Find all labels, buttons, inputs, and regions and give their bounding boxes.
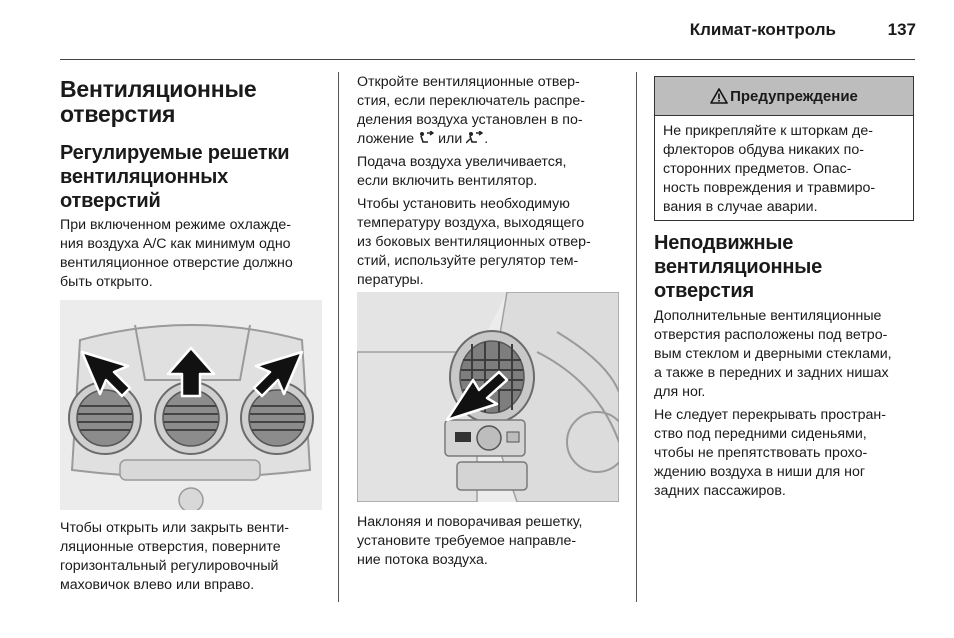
text-line: ние потока воздуха. xyxy=(357,552,488,568)
text-line: отверстия расположены под ветро- xyxy=(654,327,888,343)
paragraph-open-vents xyxy=(357,73,627,149)
text-line: вания в случае аварии. xyxy=(663,199,818,215)
text-line: для ног. xyxy=(654,384,706,400)
control-panel xyxy=(445,420,527,490)
paragraph-additional-vents xyxy=(654,307,916,402)
text-fragment: или xyxy=(438,131,463,147)
warning-triangle-icon xyxy=(710,88,728,104)
paragraph-temperature xyxy=(357,195,627,290)
text-fragment: ложение xyxy=(357,131,415,147)
section-title: Климат-контроль xyxy=(689,20,836,39)
side-vent-drawing xyxy=(357,292,619,502)
text-line: если включить вентилятор. xyxy=(357,173,538,189)
text-line: установите требуемое направле- xyxy=(357,533,577,549)
text-line: из боковых вентиляционных отвер- xyxy=(357,234,591,250)
subheading-line: отверстий xyxy=(60,190,161,212)
text-line: ложение или . xyxy=(357,131,489,147)
vent-right xyxy=(241,382,313,454)
warning-title: Предупреждение xyxy=(730,87,858,105)
text-line: ность повреждения и травмиро- xyxy=(663,180,876,196)
side-vent-illustration xyxy=(357,292,619,502)
text-line: Не прикрепляйте к шторкам де- xyxy=(663,123,873,139)
text-line: сторонних предметов. Опас- xyxy=(663,161,852,177)
column-divider-1 xyxy=(338,72,339,602)
text-line: горизонтальный регулировочный xyxy=(60,558,279,574)
text-line: задних пассажиров. xyxy=(654,483,786,499)
text-line: стий, используйте регулятор тем- xyxy=(357,253,579,269)
subheading-adjustable-vents xyxy=(60,141,328,213)
text-line: Не следует перекрывать простран- xyxy=(654,407,886,423)
air-distribution-upper-icon xyxy=(418,131,434,144)
subheading-line: вентиляционных xyxy=(60,166,229,188)
text-line: маховичок влево или вправо. xyxy=(60,577,255,593)
paragraph-open-close xyxy=(60,519,330,595)
left-column xyxy=(60,72,328,292)
text-line: Подача воздуха увеличивается, xyxy=(357,154,567,170)
text-line: Откройте вентиляционные отвер- xyxy=(357,74,580,90)
text-line: вентиляционное отверстие должно xyxy=(60,255,293,271)
text-line: Чтобы открыть или закрыть венти- xyxy=(60,520,289,536)
warning-header xyxy=(655,77,913,116)
paragraph-ac-note xyxy=(60,216,328,292)
subheading-line: Неподвижные xyxy=(654,232,794,254)
column-divider-2 xyxy=(636,72,637,602)
text-line: Наклоняя и поворачивая решетку, xyxy=(357,514,583,530)
header-divider xyxy=(60,59,915,60)
text-line: чтобы не препятствовать прохо- xyxy=(654,445,868,461)
center-vents-illustration xyxy=(60,300,322,510)
subheading-line: Регулируемые решетки xyxy=(60,142,290,164)
text-line: а также в передних и задних нишах xyxy=(654,365,889,381)
heading-line: Вентиляционные xyxy=(60,76,257,102)
paragraph-fan xyxy=(357,153,627,191)
text-line: ляционные отверстия, поверните xyxy=(60,539,281,555)
text-line: пературы. xyxy=(357,272,424,288)
subheading-line: вентиляционные xyxy=(654,256,823,278)
text-line: деления воздуха установлен в по- xyxy=(357,112,583,128)
text-line: ство под передними сиденьями, xyxy=(654,426,867,442)
page-number: 137 xyxy=(887,20,916,39)
air-distribution-upper-lower-icon xyxy=(466,131,484,144)
heading-line: отверстия xyxy=(60,101,176,127)
middle-column xyxy=(357,72,627,290)
right-column xyxy=(654,231,916,501)
text-line: вым стеклом и дверными стеклами, xyxy=(654,346,892,362)
text-line: Дополнительные вентиляционные xyxy=(654,308,882,324)
paragraph-do-not-block xyxy=(654,406,916,501)
text-line: ния воздуха A/C как минимум одно xyxy=(60,236,291,252)
warning-text xyxy=(655,116,913,217)
warning-box xyxy=(654,76,914,221)
text-line: быть открыто. xyxy=(60,274,153,290)
subheading-line: отверстия xyxy=(654,280,754,302)
paragraph-tilt-rotate xyxy=(357,513,627,570)
page-heading xyxy=(60,77,328,127)
subheading-fixed-vents xyxy=(654,231,916,303)
vent-left xyxy=(69,382,141,454)
text-line: Чтобы установить необходимую xyxy=(357,196,570,212)
text-line: ждению воздуха в ниши для ног xyxy=(654,464,866,480)
center-vents-drawing xyxy=(60,300,322,510)
text-line: температуру воздуха, выходящего xyxy=(357,215,585,231)
text-line: При включенном режиме охлажде- xyxy=(60,217,292,233)
text-line: флекторов обдува никаких по- xyxy=(663,142,864,158)
text-line: стия, если переключатель распре- xyxy=(357,93,585,109)
